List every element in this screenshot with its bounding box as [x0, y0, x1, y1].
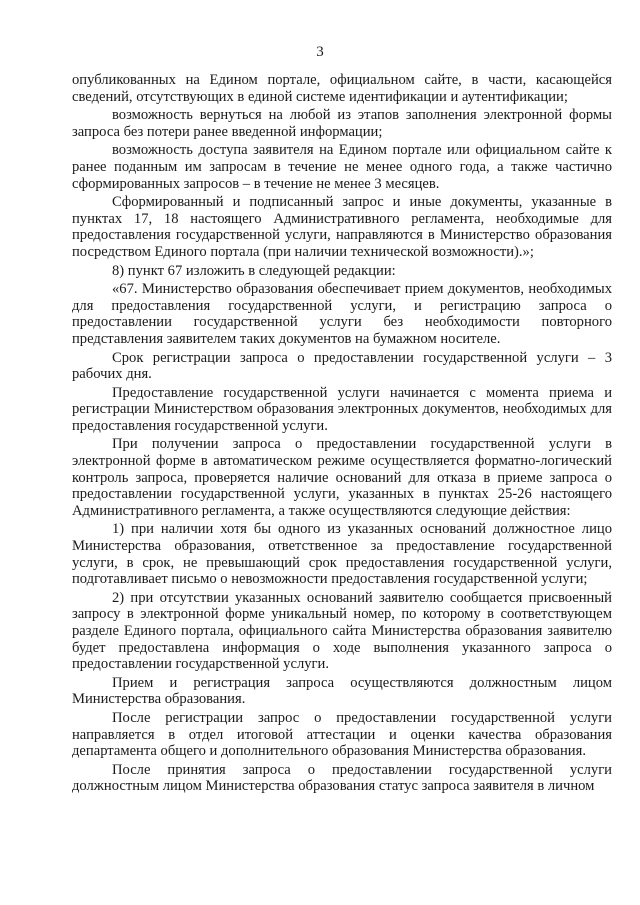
paragraph-13: После регистрации запрос о предоставлении государственной услуги направляется в отдел итоговой аттестации и оценки качества образования департамента общего и дополнительного образования Министерства образования.: [72, 709, 612, 760]
paragraph-12: Прием и регистрация запроса осуществляются должностным лицом Министерства образования.: [72, 674, 612, 708]
paragraph-9: При получении запроса о предоставлении государственной услуги в электронной форме в автоматическом режиме осуществляется форматно-логический контроль запроса, проверяется наличие оснований для отказа в приеме запроса о предоставлении государственной услуги, указанных в пунктах 25-26 настоящего Административного регламента, а также осуществляются следующие действия:: [72, 436, 612, 519]
paragraph-2: возможность вернуться на любой из этапов заполнения электронной формы запроса без потери ранее введенной информации;: [72, 107, 612, 140]
paragraph-4: Сформированный и подписанный запрос и иные документы, указанные в пунктах 17, 18 настоящего Административного регламента, необходимые для предоставления государственной услуги, направляются в Министерство образования посредством Единого портала (при наличии технической возможности).»;: [72, 194, 612, 260]
paragraph-14: После принятия запроса о предоставлении государственной услуги должностным лицом Министерства образования статус запроса заявителя в личном: [72, 761, 612, 795]
paragraph-11: 2) при отсутствии указанных оснований заявителю сообщается присвоенный запросу в электронной форме уникальный номер, по которому в соответствующем разделе Единого портала, официального сайта Министерства образования заявителю будет предоставлена информация о ходе выполнения указанного запроса о предоставлении государственной услуги.: [72, 589, 612, 673]
paragraph-8: Предоставление государственной услуги начинается с момента приема и регистрации Министерством образования электронных документов, необходимых для предоставления государственной услуги.: [72, 384, 612, 434]
paragraph-6: «67. Министерство образования обеспечивает прием документов, необходимых для предоставления государственной услуги, и регистрацию запроса о предоставлении государственной услуги без необходимости повторного представления заявителем таких документов на бумажном носителе.: [72, 281, 612, 347]
paragraph-3: возможность доступа заявителя на Едином портале или официальном сайте к ранее поданным им запросам в течение не менее одного года, а также частично сформированных запросов – в течение не менее 3 месяцев.: [72, 142, 612, 192]
page-number: 3: [316, 44, 324, 60]
paragraph-7: Срок регистрации запроса о предоставлении государственной услуги – 3 рабочих дня.: [72, 349, 612, 383]
paragraph-10: 1) при наличии хотя бы одного из указанных оснований должностное лицо Министерства образования, ответственное за предоставление государственной услуги, в срок, не превышающий срок предоставления государственной услуги, подготавливает письмо о невозможности предоставления государственной услуги;: [72, 521, 612, 588]
paragraph-1: опубликованных на Едином портале, официальном сайте, в части, касающейся сведений, отсутствующих в единой системе идентификации и аутентификации;: [72, 72, 612, 105]
paragraph-5: 8) пункт 67 изложить в следующей редакции:: [112, 262, 396, 279]
document-body: [72, 72, 612, 797]
